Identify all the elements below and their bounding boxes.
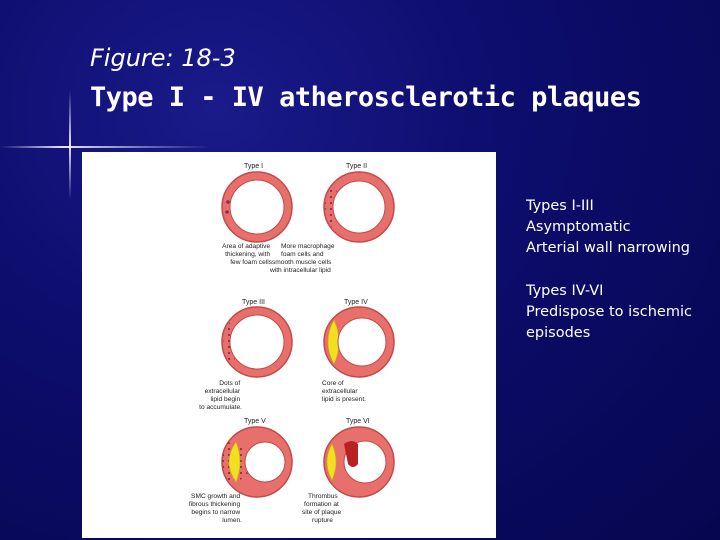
artery-lumen (338, 318, 386, 366)
type-label: Type IV (344, 299, 368, 306)
type-label: Type I (244, 163, 264, 170)
panel-type-vi (302, 418, 394, 524)
panel-caption: Core of extracellular lipid is present. (322, 380, 366, 403)
bullet-line: Arterial wall narrowing (526, 240, 690, 256)
panel-caption: Area of adaptive thickening, with few foam cells (222, 243, 272, 266)
panel-caption: More macrophage foam cells and smooth muscle cells with intracellular lipid (270, 243, 335, 274)
sparkle-decoration-vertical (69, 90, 71, 200)
type-label: Type VI (346, 418, 370, 425)
type-label: Type III (242, 299, 265, 306)
bullet-line: Types I-III (526, 198, 594, 214)
panel-caption: Dots of extracellular lipid begin to accumulate. (199, 380, 242, 411)
bullet-text (526, 196, 716, 344)
foam-cell (225, 210, 229, 214)
plaque-diagram (82, 152, 496, 538)
bullet-line: Types IV-VI (526, 283, 604, 299)
panel-type-iv (322, 299, 394, 403)
sparkle-decoration-horizontal (0, 146, 210, 148)
artery-lumen (230, 180, 284, 234)
bullet-line: Predispose to ischemic (526, 304, 692, 320)
panel-type-iii (199, 299, 292, 411)
spacer (526, 259, 716, 281)
foam-cell (226, 200, 230, 204)
artery-lumen (230, 315, 284, 369)
type-label: Type II (346, 163, 368, 170)
slide-title: Type I - IV atherosclerotic plaques (90, 82, 642, 113)
bullet-line: episodes (526, 325, 591, 341)
artery-lumen (333, 181, 385, 233)
panel-caption: SMC growth and fibrous thickening begins to narrow lumen. (188, 493, 242, 524)
bullet-line: Asymptomatic (526, 219, 631, 235)
artery-lumen (245, 442, 285, 482)
slide-figure-label: Figure: 18-3 (90, 44, 236, 72)
plaque-figure (82, 152, 496, 538)
panel-type-v (189, 418, 292, 524)
type-label: Type V (244, 418, 266, 425)
panel-caption: Thrombus formation at site of plaque rupture (302, 493, 342, 524)
